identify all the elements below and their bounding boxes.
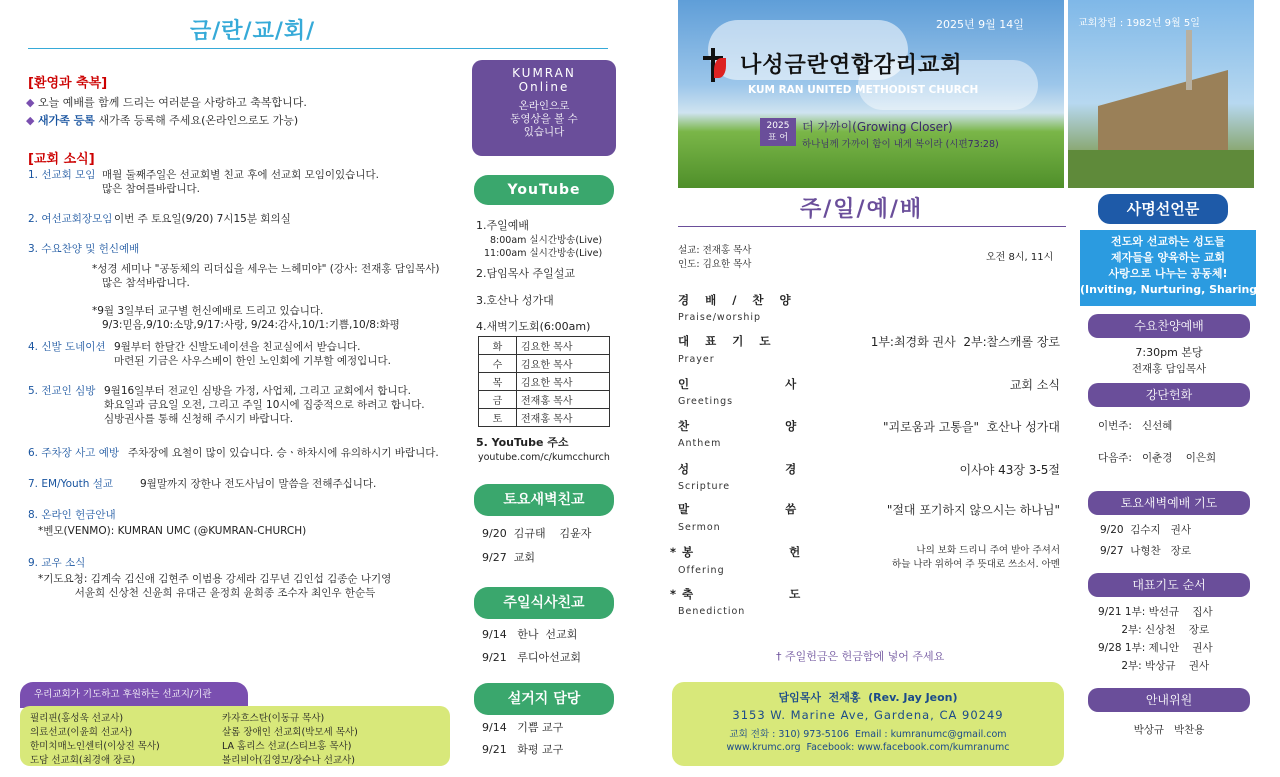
news-5-title: 5. 전교인 심방 [28,385,96,397]
order-benediction-label: *축 도 [670,587,807,601]
table-row [479,337,610,355]
mission-item: 볼리비아(김영모/장수나 선교사) [222,755,355,766]
wednesday-service-label: 수요찬양예배 [1088,314,1250,338]
rep-prayer-row: 2부: 박상규 권사 [1098,660,1210,672]
church-web[interactable]: www.krumc.org Facebook: www.facebook.com/kumranumc [726,742,1010,753]
new-family-text: 새가족 등록해 주세요(온라인으로도 가능) [98,114,299,127]
altar-next-week: 다음주: 이춘경 이은희 [1098,452,1217,464]
church-photo [1068,0,1254,188]
ushers-names: 박상규 박찬용 [1133,724,1205,736]
page-title: 금/란/교/회/ [190,19,316,44]
order-anthem-label: 찬 양 [678,419,803,433]
table-row [479,355,610,373]
order-sermon-label: 말 씀 [678,502,803,516]
service-time: 오전 8시, 11시 [986,252,1054,263]
news-3-title: 3. 수요찬양 및 헌신예배 [28,243,140,255]
title-divider [28,48,608,49]
yt-item-4: 4.새벽기도회(6:00am) [476,320,591,333]
cross-flame-logo [700,48,726,82]
order-anthem-en: Anthem [678,438,722,449]
welcome-heading: [환영과 축복] [28,76,108,91]
leader: 인도: 김요한 목사 [678,259,752,270]
mission-statement-body: 전도와 선교하는 성도들 제자들을 양육하는 교회 사랑으로 나누는 공동체! (Inviting, Nurturing, Sharing!) [1080,230,1256,306]
church-name-english: KUM RAN UNITED METHODIST CHURCH [748,84,979,96]
sat-dawn-fellowship-label: 토요새벽친교 [474,484,614,516]
church-address: 3153 W. Marine Ave, Gardena, CA 90249 [732,708,1004,722]
mission-item: LA 홈리스 선교(스티브홍 목사) [222,741,352,752]
news-9-body: *기도요청: 김계숙 김신애 김현주 이범용 강세라 김무년 김인섭 김종순 나기영 서윤희 신상천 신윤희 유대근 윤정희 윤희종 조수자 최인우 한순득 [38,573,392,599]
youtube-label: YouTube [474,175,614,205]
new-family-label: 새가족 등록 [37,114,95,127]
church-building-shape [1098,70,1228,160]
rep-prayer-row: 2부: 신상천 장로 [1098,624,1210,636]
ushers-label: 안내위원 [1088,688,1250,712]
wednesday-pastor: 전재홍 담임목사 [1131,363,1207,375]
order-offering-en: Offering [678,565,725,576]
church-name-korean: 나성금란연합감리교회 [740,53,963,78]
senior-pastor: 담임목사 전재홍 (Rev. Jay Jeon) [778,691,958,704]
welcome-text: 오늘 예배를 함께 드리는 여러분을 사랑하고 축복합니다. [37,96,307,109]
representative-prayer-label: 대표기도 순서 [1088,573,1250,597]
order-scripture-label: 성 경 [678,462,803,476]
sunday-meal-row: 9/21 루디아선교회 [482,651,581,664]
table-row [479,409,610,427]
dish-row: 9/14 기쁨 교구 [482,721,564,734]
welcome-line-2 [26,112,298,128]
mission-item: 도담 선교회(최경애 장로) [30,755,136,766]
order-prayer-value: 1부:최경화 권사 2부:찰스캐롤 장로 [870,335,1060,349]
table-row [479,391,610,409]
news-9-title: 9. 교우 소식 [28,557,86,569]
pastor-cell: 전재홍 목사 [517,391,610,409]
sat-dawn-row: 9/20 김규태 김윤자 [482,527,592,540]
order-greetings-label: 인 사 [678,377,803,391]
rep-prayer-row: 9/21 1부: 박선규 집사 [1098,606,1213,618]
order-greetings-value: 교회 소식 [1009,378,1060,392]
diamond-icon: ◆ [26,96,35,109]
founded-date: 교회창립 : 1982년 9월 5일 [1078,18,1200,29]
order-sermon-value: "절대 포기하지 않으시는 하나님" [886,503,1060,517]
pastor-cell: 김요한 목사 [517,373,610,391]
yt-item-1a: 8:00am 실시간방송(Live) [490,235,603,246]
news-7-body: 9월말까지 장한나 전도사님이 말씀을 전해주십니다. [140,478,377,490]
online-body: 온라인으로 동영상을 볼 수 있습니다 [510,100,578,138]
motto-verse: 하나님께 가까이 함이 내게 복이라 (시편73:28) [802,139,999,150]
news-8-body: *벤모(VENMO): KUMRAN UMC (@KUMRAN-CHURCH) [38,525,307,537]
pastor-cell: 전재홍 목사 [517,409,610,427]
day-cell: 토 [479,409,517,427]
news-1-body: 매월 둘째주일은 선교회별 친교 후에 선교회 모임이있습니다. 많은 참여를바랍니다. [102,169,379,195]
order-benediction-en: Benediction [678,606,746,617]
mission-box [20,706,450,766]
mission-item: 살롬 장애인 선교회(박모세 목사) [222,727,358,738]
order-offering-label: *봉 헌 [670,545,807,559]
news-2-title: 2. 여선교회장모임 [28,213,113,225]
order-praise-en: Praise/worship [678,312,762,323]
news-6-title: 6. 주차장 사고 예방 [28,447,120,459]
news-heading: [교회 소식] [28,152,95,167]
mission-item: 한미치매노인센터(이상진 목사) [30,741,160,752]
sunday-meal-label: 주일식사친교 [474,587,614,619]
table-row [479,373,610,391]
yt-item-2: 2.담임목사 주일설교 [476,267,575,280]
service-date: 2025년 9월 14일 [936,18,1024,31]
sunday-meal-row: 9/14 한나 선교회 [482,628,578,641]
year-motto-tag: 2025 표 어 [760,118,796,146]
news-7-title: 7. EM/Youth 설교 [28,478,114,490]
contact-box [672,682,1064,766]
news-5-body: 9월16일부터 전교인 심방을 가정, 사업체, 그리고 교회에서 합니다. 화요일과 금요일 오전, 그리고 주일 10시에 집중적으로 하려고 합니다. 심방권사를 통해 신청해 주시기 바랍니다. [104,385,425,425]
saturday-prayer-label: 토요새벽예배 기도 [1088,491,1250,515]
altar-flowers-label: 강단헌화 [1088,383,1250,407]
offering-note: † 주일헌금은 헌금함에 넣어 주세요 [776,650,945,663]
yt-item-1b: 11:00am 실시간방송(Live) [484,248,603,259]
mission-box-header: 우리교회가 기도하고 후원하는 선교지/기관 [20,682,248,708]
church-contact: 교회 전화 : 310) 973-5106 Email : kumranumc@gmail.com [729,729,1007,740]
sat-dawn-row: 9/27 교회 [482,551,535,564]
mission-list-left [30,712,160,768]
lawn-shape [1068,150,1254,188]
order-scripture-en: Scripture [678,481,731,492]
order-sermon-en: Sermon [678,522,721,533]
news-2-body: 이번 주 토요일(9/20) 7시15분 회의실 [114,213,291,225]
rep-prayer-row: 9/28 1부: 제니안 권사 [1098,642,1213,654]
youtube-url[interactable]: youtube.com/c/kumcchurch [478,452,610,463]
wednesday-time: 7:30pm 본당 [1135,346,1203,359]
banner-image [678,0,1064,188]
diamond-icon: ◆ [26,114,35,127]
pastor-cell: 김요한 목사 [517,337,610,355]
yt-item-1: 1.주일예배 [476,219,529,232]
news-3-body: *성경 세미나 "공동체의 리더십을 세우는 느헤미야" (강사: 전재홍 담임목사) 많은 참석바랍니다. *9월 3일부터 교구별 헌신예배로 드리고 있습니다. 9/3:믿음,9/10:소망,9/17:사랑, 9/24:감사,10/1:기쁨,10/8:화평 [92,263,440,331]
welcome-line-1 [26,94,307,110]
order-anthem-value: "괴로움과 고통을" 호산나 성가대 [883,420,1060,434]
dawn-prayer-table [478,336,610,427]
day-cell: 목 [479,373,517,391]
day-cell: 금 [479,391,517,409]
preacher: 설교: 전재홍 목사 [678,245,752,256]
yt-item-5: 5. YouTube 주소 [476,436,569,449]
yt-item-3: 3.호산나 성가대 [476,294,554,307]
order-praise-label: 경 배 / 찬 양 [678,293,797,307]
mission-item: 필리핀(홍성욱 선교사) [30,713,124,724]
saturday-prayer-row: 9/27 나형찬 장로 [1100,545,1191,557]
worship-divider [678,226,1066,227]
worship-title: 주/일/예/배 [800,197,924,222]
mission-item: 카자흐스탄(이동규 목사) [222,713,325,724]
motto-text: 더 가까이(Growing Closer) [802,120,953,134]
pastor-cell: 김요한 목사 [517,355,610,373]
altar-this-week: 이번주: 신선혜 [1098,420,1173,432]
online-box [472,60,616,156]
news-8-title: 8. 온라인 헌금안내 [28,509,116,521]
mission-item: 의료선교(이윤희 선교사) [30,727,133,738]
order-offering-value: 나의 보화 드리니 주여 받아 주셔서 하늘 나라 위하여 주 뜻대로 쓰소서. 아멘 [892,545,1060,570]
news-6-body: 주차장에 요철이 많이 있습니다. 승ㆍ하차시에 유의하시기 바랍니다. [128,447,439,459]
dish-row: 9/21 화평 교구 [482,743,564,756]
steeple-shape [1186,30,1192,90]
order-scripture-value: 이사야 43장 3-5절 [959,463,1060,477]
day-cell: 화 [479,337,517,355]
order-prayer-label: 대 표 기 도 [678,334,777,348]
day-cell: 수 [479,355,517,373]
news-4-title: 4. 신발 도네이션 [28,341,106,353]
mission-statement-title: 사명선언문 [1098,194,1228,224]
order-prayer-en: Prayer [678,354,715,365]
dishwashing-label: 설거지 담당 [474,683,614,715]
online-title: KUMRAN Online [512,66,576,94]
saturday-prayer-row: 9/20 김수지 권사 [1100,524,1191,536]
news-1-title: 1. 선교회 모임 [28,169,96,181]
mission-list-right [222,712,358,768]
news-4-body: 9월부터 한달간 신발도네이션을 친교실에서 받습니다. 마련된 기금은 사우스베이 한인 노인회에 기부할 예정입니다. [114,341,391,367]
order-greetings-en: Greetings [678,396,734,407]
